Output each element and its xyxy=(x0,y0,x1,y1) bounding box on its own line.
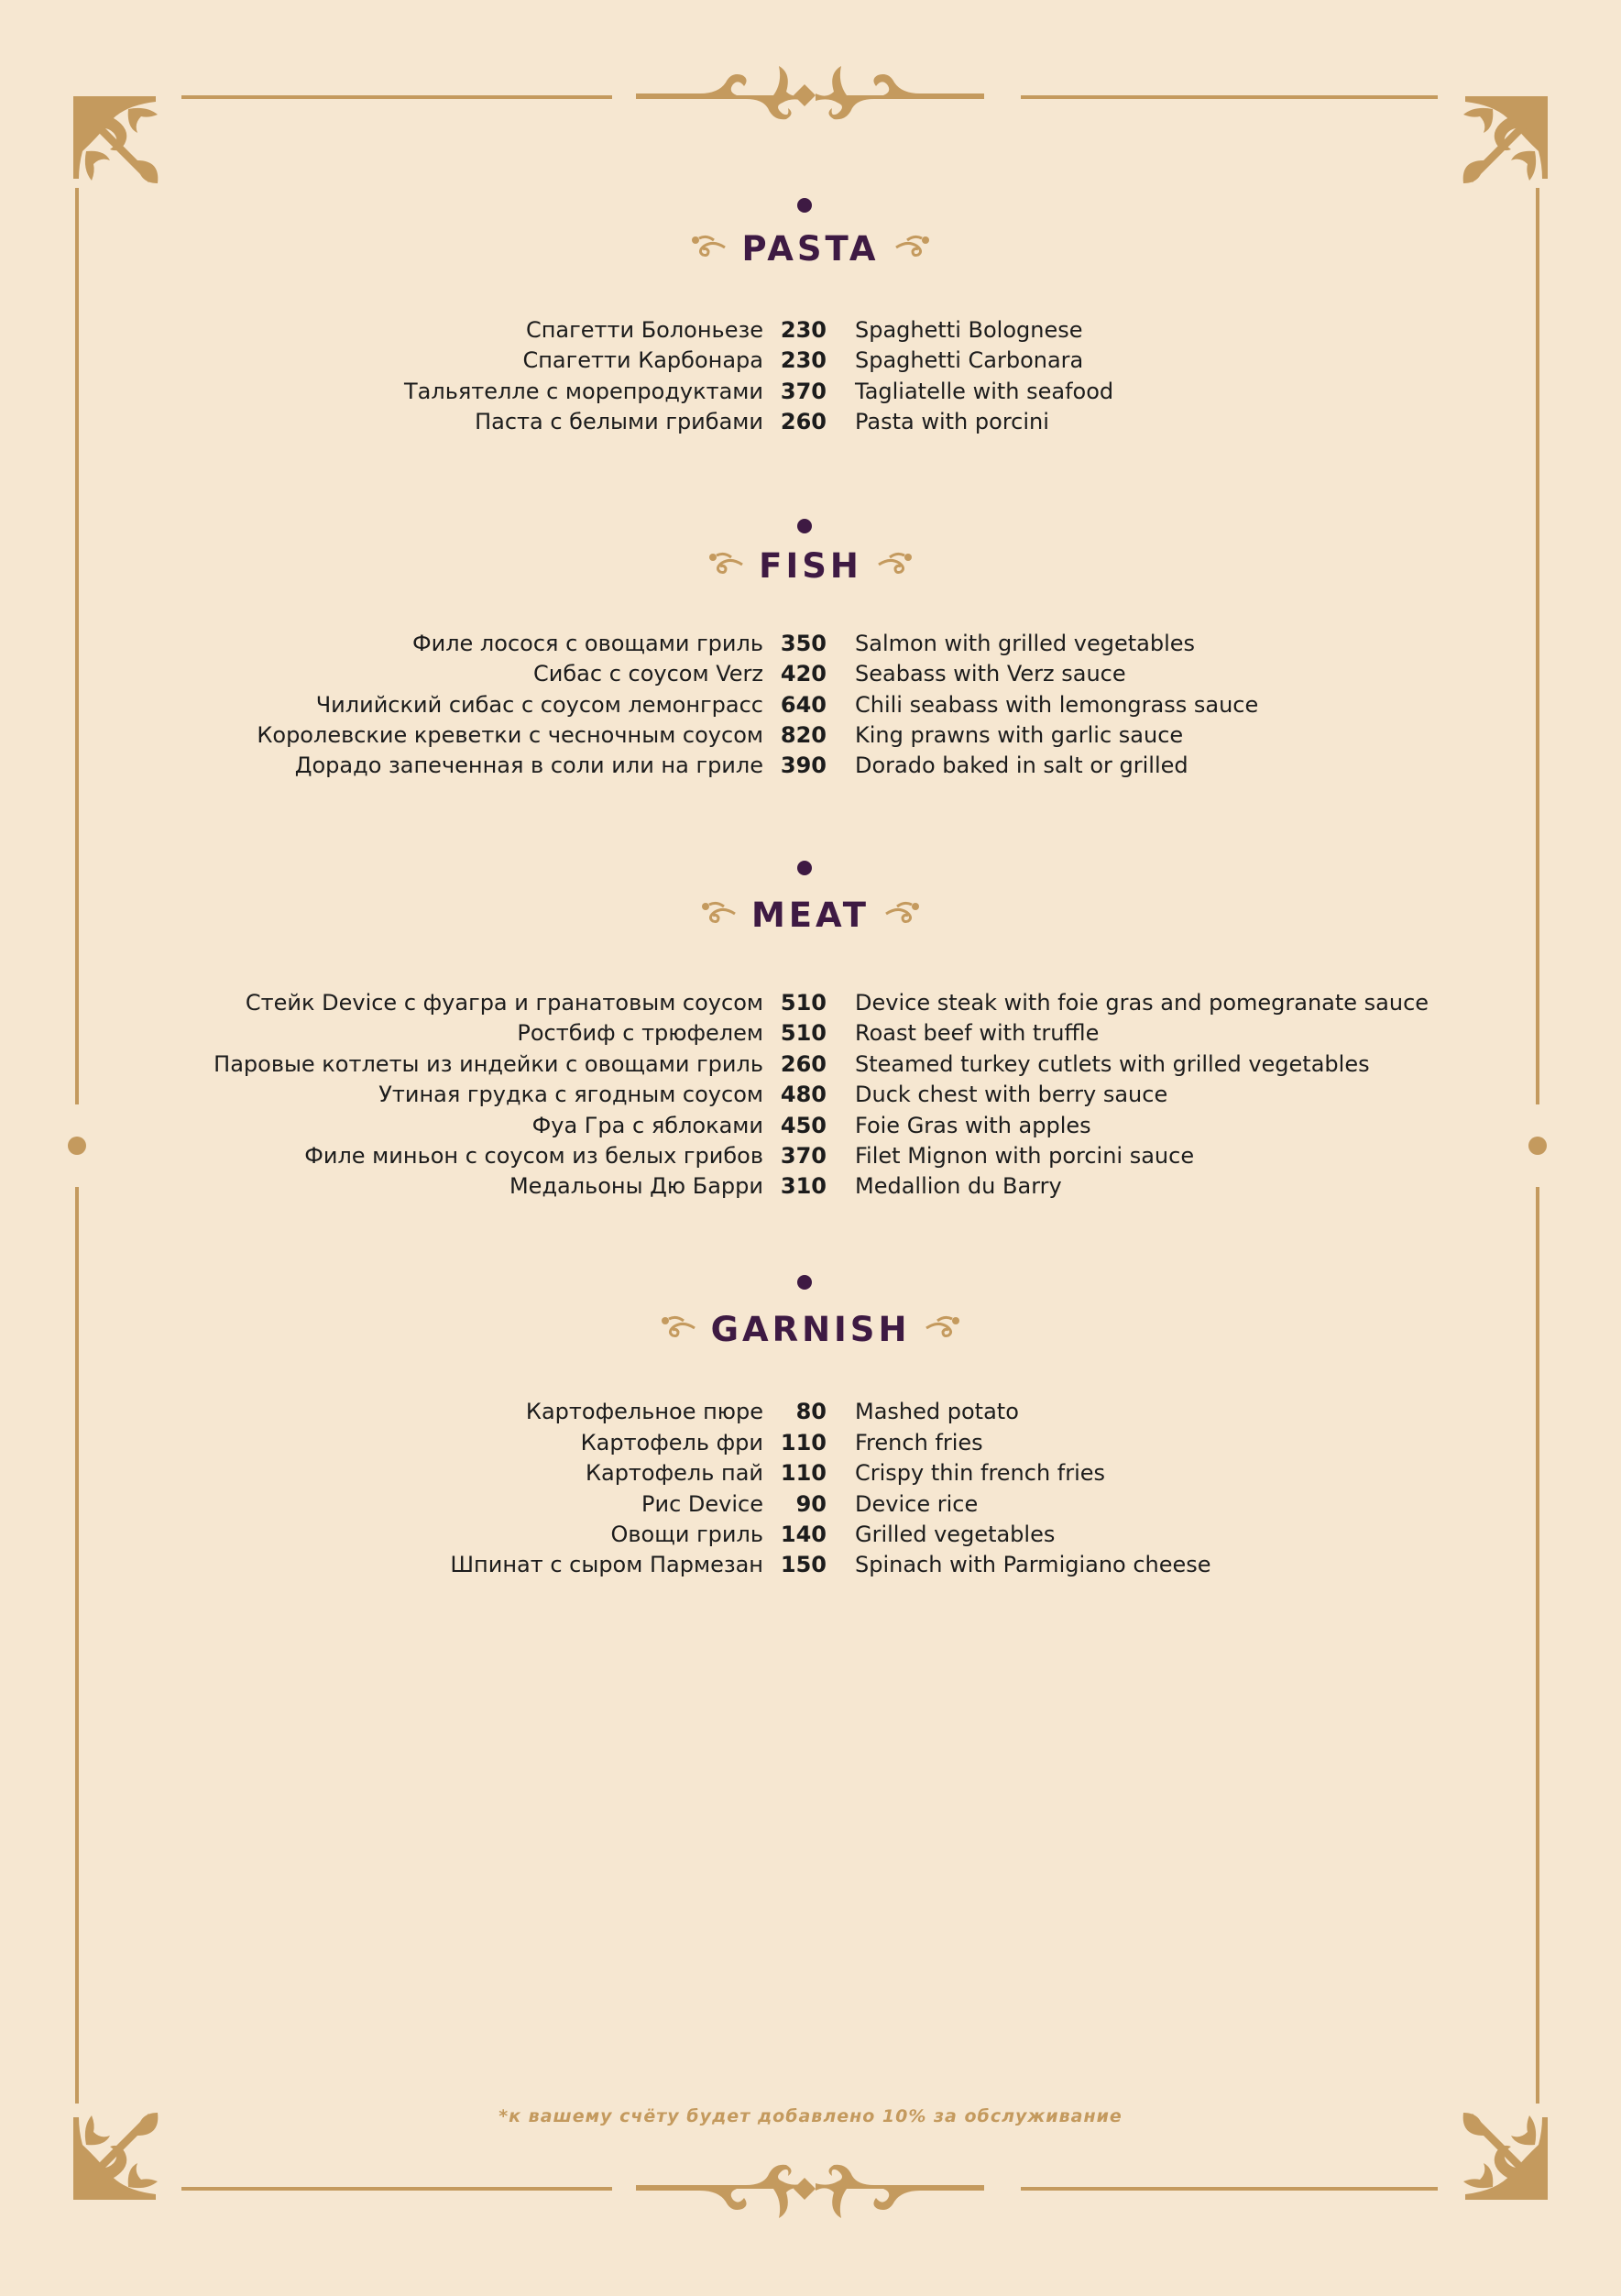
item-price: 80 xyxy=(795,1399,827,1424)
menu-item xyxy=(0,315,1621,346)
swirl-right-icon xyxy=(875,544,915,584)
item-price: 510 xyxy=(780,1020,827,1046)
item-price: 370 xyxy=(780,1143,827,1169)
item-price: 640 xyxy=(780,692,827,718)
item-price: 420 xyxy=(780,661,827,687)
swirl-left-icon xyxy=(698,894,739,933)
item-name-ru: Чилийский сибас с соусом лемонграсс xyxy=(315,692,763,718)
item-price: 230 xyxy=(780,347,827,373)
menu-item xyxy=(0,1520,1621,1550)
item-name-en: Foie Gras with apples xyxy=(855,1113,1091,1138)
menu-item xyxy=(0,1080,1621,1110)
item-name-ru: Стейк Device с фуагра и гранатовым соусом xyxy=(245,990,763,1016)
item-price: 140 xyxy=(780,1522,827,1547)
item-price: 450 xyxy=(780,1113,827,1138)
item-price: 230 xyxy=(780,317,827,343)
menu-item xyxy=(0,407,1621,437)
item-price: 110 xyxy=(780,1460,827,1486)
item-price: 510 xyxy=(780,990,827,1016)
item-name-en: Tagliatelle with seafood xyxy=(855,379,1114,404)
section-dot xyxy=(797,198,812,213)
item-name-ru: Шпинат с сыром Пармезан xyxy=(450,1552,763,1577)
item-name-en: Roast beef with truffle xyxy=(855,1020,1100,1046)
menu-item xyxy=(0,690,1621,720)
item-name-en: Device steak with foie gras and pomegranate sauce xyxy=(855,990,1429,1016)
item-price: 820 xyxy=(780,722,827,748)
item-price: 310 xyxy=(780,1173,827,1199)
menu-item xyxy=(0,1111,1621,1141)
menu-item xyxy=(0,1049,1621,1080)
item-name-en: Seabass with Verz sauce xyxy=(855,661,1126,687)
menu-item xyxy=(0,1397,1621,1427)
item-name-ru: Утиная грудка с ягодным соусом xyxy=(378,1082,763,1107)
menu-item xyxy=(0,1428,1621,1458)
menu-item xyxy=(0,377,1621,407)
item-name-en: King prawns with garlic sauce xyxy=(855,722,1184,748)
item-name-ru: Филе миньон с соусом из белых грибов xyxy=(304,1143,763,1169)
item-name-ru: Филе лосося с овощами гриль xyxy=(411,631,763,656)
item-name-en: Grilled vegetables xyxy=(855,1522,1056,1547)
section-title-text: MEAT xyxy=(750,895,871,935)
swirl-left-icon xyxy=(688,227,728,267)
item-name-ru: Паровые котлеты из индейки с овощами гриль xyxy=(214,1051,763,1077)
item-name-en: French fries xyxy=(855,1430,983,1456)
item-name-en: Spaghetti Bolognese xyxy=(855,317,1083,343)
item-name-ru: Овощи гриль xyxy=(610,1522,763,1547)
item-name-ru: Ростбиф с трюфелем xyxy=(517,1020,763,1046)
swirl-right-icon xyxy=(923,1308,963,1347)
item-name-en: Duck chest with berry sauce xyxy=(855,1082,1168,1107)
item-name-en: Dorado baked in salt or grilled xyxy=(855,753,1188,778)
item-name-en: Medallion du Barry xyxy=(855,1173,1062,1199)
item-price: 370 xyxy=(780,379,827,404)
menu-item xyxy=(0,659,1621,689)
menu-item xyxy=(0,1018,1621,1049)
item-name-ru: Спагетти Болоньезе xyxy=(525,317,763,343)
menu-item xyxy=(0,1141,1621,1171)
section-title-fish xyxy=(0,546,1621,588)
item-name-en: Mashed potato xyxy=(855,1399,1019,1424)
menu-item xyxy=(0,1489,1621,1520)
item-name-ru: Королевские креветки с чесночным соусом xyxy=(257,722,763,748)
section-dot xyxy=(797,519,812,533)
item-name-ru: Тальятелле с морепродуктами xyxy=(403,379,763,404)
item-name-en: Device rice xyxy=(855,1491,979,1517)
item-price: 390 xyxy=(780,753,827,778)
item-name-en: Salmon with grilled vegetables xyxy=(855,631,1196,656)
item-price: 150 xyxy=(780,1552,827,1577)
item-name-en: Filet Mignon with porcini sauce xyxy=(855,1143,1195,1169)
item-price: 110 xyxy=(780,1430,827,1456)
section-title-text: FISH xyxy=(759,546,862,586)
item-name-ru: Медальоны Дю Барри xyxy=(509,1173,763,1199)
item-price: 260 xyxy=(780,1051,827,1077)
item-price: 90 xyxy=(795,1491,827,1517)
item-name-en: Spinach with Parmigiano cheese xyxy=(855,1552,1211,1577)
section-title-garnish xyxy=(0,1310,1621,1351)
swirl-left-icon xyxy=(658,1308,698,1347)
item-name-en: Chili seabass with lemongrass sauce xyxy=(855,692,1259,718)
swirl-right-icon xyxy=(882,894,923,933)
menu-item xyxy=(0,751,1621,781)
item-name-ru: Рис Device xyxy=(641,1491,763,1517)
section-title-pasta xyxy=(0,229,1621,270)
section-dot xyxy=(797,1275,812,1290)
item-name-en: Pasta with porcini xyxy=(855,409,1049,434)
item-name-ru: Паста с белыми грибами xyxy=(475,409,763,434)
item-name-ru: Картофель фри xyxy=(580,1430,763,1456)
item-price: 350 xyxy=(780,631,827,656)
section-title-text: GARNISH xyxy=(710,1310,911,1349)
item-name-ru: Фуа Гра с яблоками xyxy=(531,1113,763,1138)
swirl-left-icon xyxy=(706,544,746,584)
section-title-text: PASTA xyxy=(741,229,880,269)
swirl-right-icon xyxy=(893,227,933,267)
item-name-ru: Сибас с соусом Verz xyxy=(533,661,763,687)
menu-item xyxy=(0,720,1621,751)
item-name-en: Crispy thin french fries xyxy=(855,1460,1106,1486)
menu-item xyxy=(0,629,1621,659)
item-price: 260 xyxy=(780,409,827,434)
menu-item xyxy=(0,1550,1621,1580)
section-dot xyxy=(797,861,812,875)
menu-item xyxy=(0,988,1621,1018)
menu-item xyxy=(0,346,1621,376)
item-price: 480 xyxy=(780,1082,827,1107)
item-name-en: Spaghetti Carbonara xyxy=(855,347,1084,373)
item-name-ru: Дорадо запеченная в соли или на гриле xyxy=(294,753,763,778)
item-name-ru: Картофельное пюре xyxy=(525,1399,763,1424)
service-charge-note: *к вашему счёту будет добавлено 10% за обслуживание xyxy=(498,2106,1123,2126)
section-title-meat xyxy=(0,895,1621,937)
item-name-en: Steamed turkey cutlets with grilled vegetables xyxy=(855,1051,1370,1077)
item-name-ru: Спагетти Карбонара xyxy=(522,347,763,373)
menu-item xyxy=(0,1171,1621,1202)
menu-item xyxy=(0,1458,1621,1489)
item-name-ru: Картофель пай xyxy=(585,1460,763,1486)
